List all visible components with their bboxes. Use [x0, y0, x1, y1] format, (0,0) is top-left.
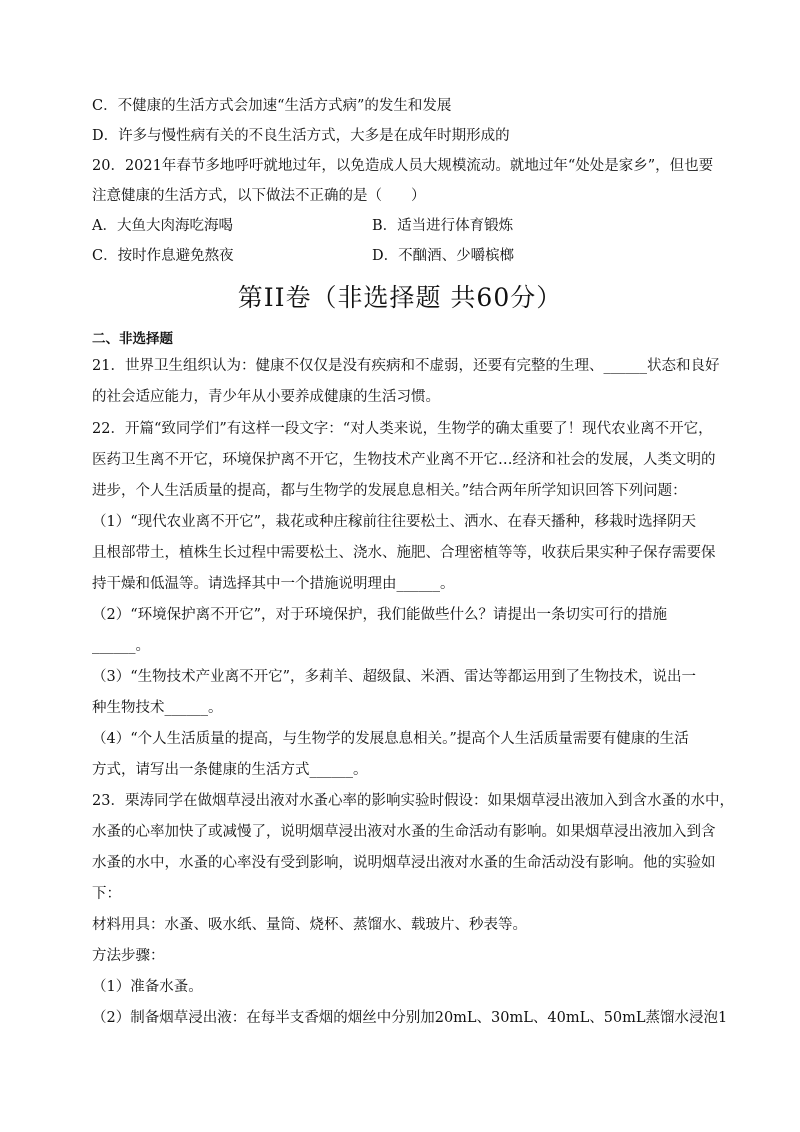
q22-sub1-line1: （1）“现代农业离不开它”，栽花或种庄稼前往往要松土、洒水、在春天播种，移栽时选择阴天	[92, 514, 697, 530]
q20-stem-line2: 注意健康的生活方式，以下做法不正确的是（ ）	[92, 188, 426, 204]
q22-sub4-line1: （4）“个人生活质量的提高，与生物学的发展息息相关。”提高个人生活质量需要有健康的生活	[92, 731, 689, 747]
q23-step2: （2）制备烟草浸出液：在每半支香烟的烟丝中分别加20mL、30mL、40mL、50mL蒸馏水浸泡1	[92, 1010, 728, 1026]
q21-line2: 的社会适应能力，青少年从小要养成健康的生活习惯。	[92, 389, 440, 405]
q23-line3: 水蚤的水中，水蚤的心率没有受到影响，说明烟草浸出液对水蚤的生命活动没有影响。他的实验如	[92, 855, 716, 871]
q22-sub1-line3: 持干燥和低温等。请选择其中一个措施说明理由______。	[92, 576, 455, 592]
q22-sub3-line2: 种生物技术______。	[92, 700, 223, 716]
q22-line3: 进步，个人生活质量的提高，都与生物学的发展息息相关。”结合两年所学知识回答下列问题：	[92, 483, 687, 499]
q22-sub2-line1: （2）“环境保护离不开它”，对于环境保护，我们能做些什么？请提出一条切实可行的措施	[92, 607, 668, 623]
q22-line1: 22．开篇“致同学们”有这样一段文字：“对人类来说，生物学的确太重要了！现代农业离不开它，	[92, 421, 713, 437]
q22-sub4-line2: 方式，请写出一条健康的生活方式______。	[92, 762, 368, 778]
q23-materials: 材料用具：水蚤、吸水纸、量筒、烧杯、蒸馏水、载玻片、秒表等。	[92, 917, 527, 933]
q20-option-d: D．不酗酒、少嚼槟榔	[372, 248, 515, 264]
q22-line2: 医药卫生离不开它，环境保护离不开它，生物技术产业离不开它…经济和社会的发展，人类文明的	[92, 452, 716, 468]
q22-sub3-line1: （3）“生物技术产业离不开它”，多莉羊、超级鼠、米酒、雷达等都运用到了生物技术，说出一	[92, 669, 697, 685]
q20-option-c: C．按时作息避免熬夜	[92, 248, 234, 264]
q20-option-a: A．大鱼大肉海吃海喝	[92, 218, 233, 234]
q23-line4: 下：	[92, 886, 121, 902]
q21-line1: 21．世界卫生组织认为：健康不仅仅是没有疾病和不虚弱，还要有完整的生理、______状态和良好	[92, 358, 720, 374]
q23-line2: 水蚤的心率加快了或减慢了，说明烟草浸出液对水蚤的生命活动有影响。如果烟草浸出液加入到含	[92, 824, 716, 840]
q23-method: 方法步骤：	[92, 948, 165, 964]
q23-line1: 23．栗涛同学在做烟草浸出液对水蚤心率的影响实验时假设：如果烟草浸出液加入到含水蚤的水中，	[92, 793, 734, 809]
q22-sub2-line2: ______。	[92, 638, 150, 654]
q20-stem-line1: 20．2021年春节多地呼吁就地过年，以免造成人员大规模流动。就地过年“处处是家乡”，但也要	[92, 158, 714, 174]
part2-title: 第II卷（非选择题 共60分）	[237, 283, 563, 312]
q23-step1: （1）准备水蚤。	[92, 979, 203, 995]
section-heading: 二、非选择题	[92, 331, 173, 347]
q22-sub1-line2: 且根部带土，植株生长过程中需要松土、浇水、施肥、合理密植等等，收获后果实种子保存需要保	[92, 545, 716, 561]
q19-option-c: C．不健康的生活方式会加速“生活方式病”的发生和发展	[92, 98, 452, 114]
q19-option-d: D．许多与慢性病有关的不良生活方式，大多是在成年时期形成的	[92, 128, 510, 144]
q20-option-b: B．适当进行体育锻炼	[372, 218, 514, 234]
